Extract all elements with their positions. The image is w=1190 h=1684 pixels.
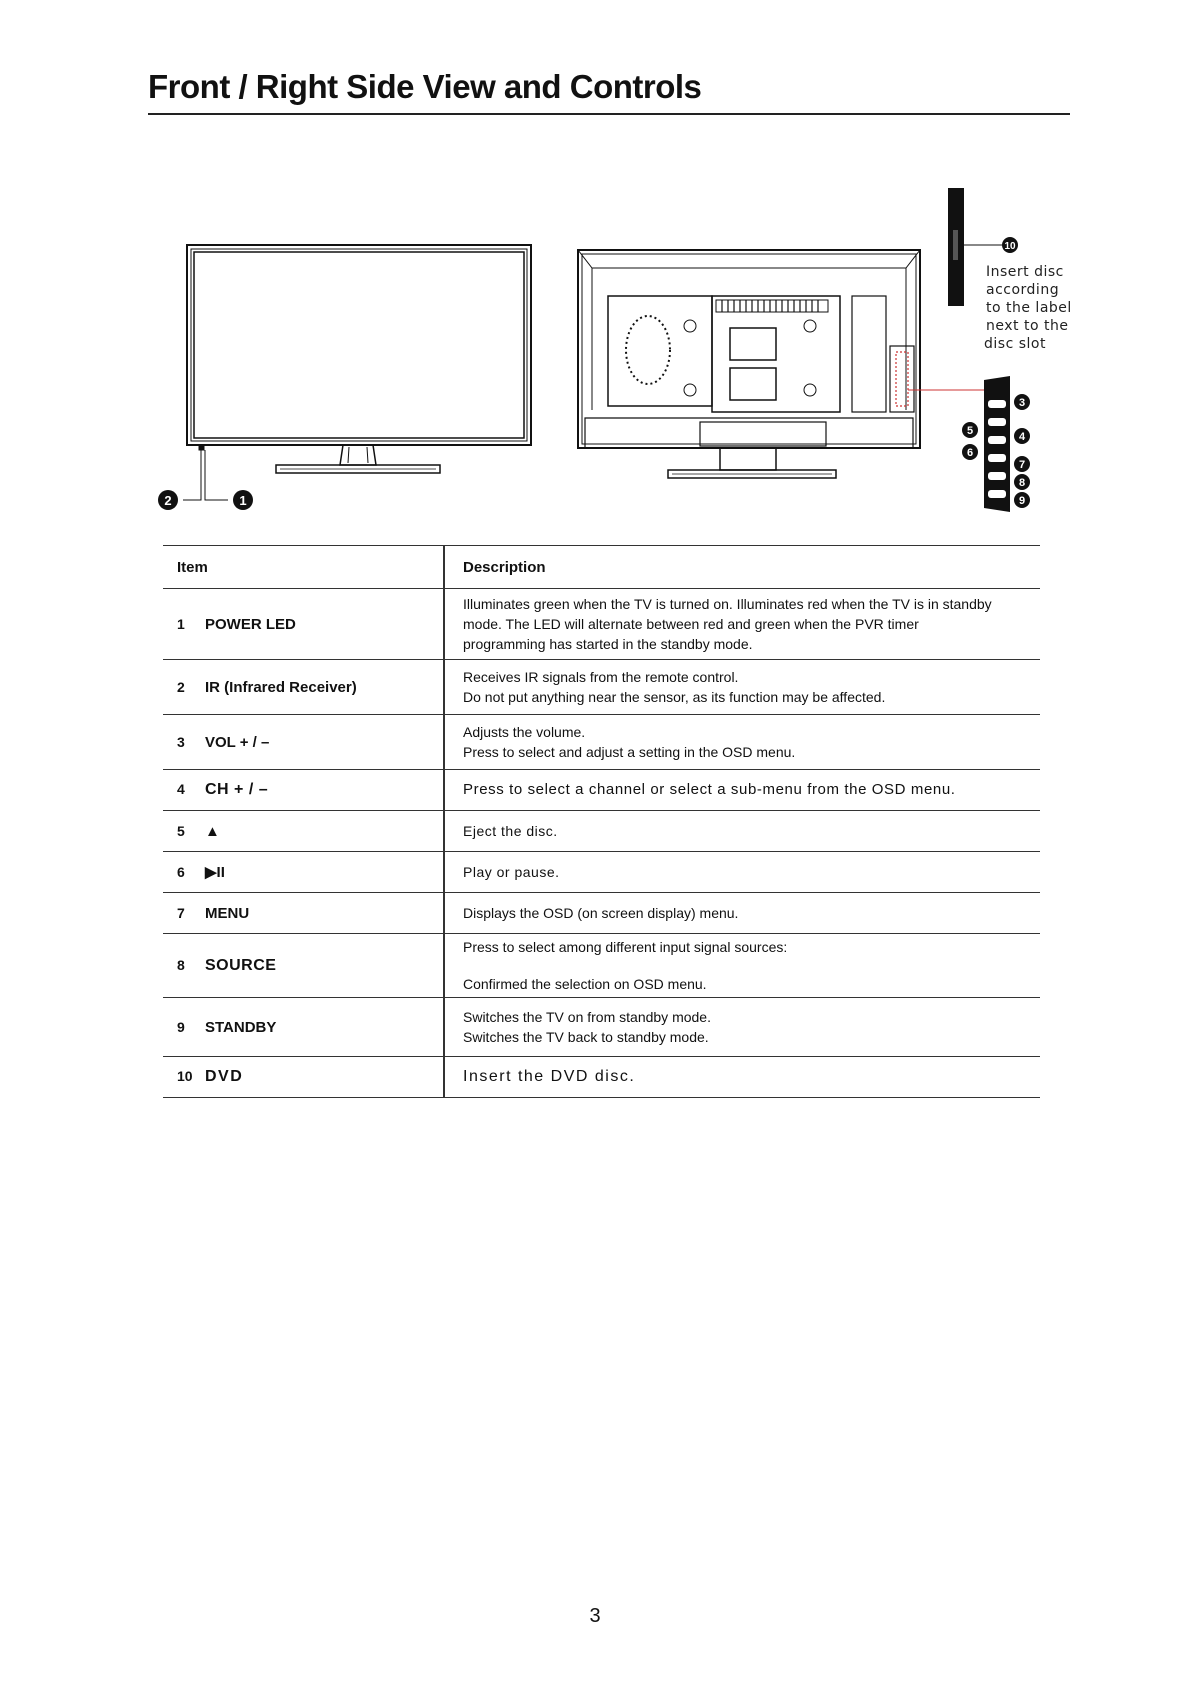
table-row bbox=[163, 934, 1040, 998]
row-desc: programming has started in the standby mode. bbox=[463, 636, 753, 652]
row-number: 9 bbox=[177, 1018, 185, 1035]
badge-4 bbox=[1014, 428, 1030, 444]
table-row bbox=[163, 589, 1040, 660]
table-row bbox=[163, 893, 1040, 934]
row-name: STANDBY bbox=[205, 1018, 277, 1036]
svg-text:4: 4 bbox=[1018, 431, 1026, 443]
row-number: 3 bbox=[177, 733, 185, 750]
row-desc: Adjusts the volume. bbox=[463, 724, 586, 740]
svg-text:5: 5 bbox=[966, 425, 974, 437]
row-number: 1 bbox=[177, 615, 185, 632]
badge-9 bbox=[1014, 492, 1030, 508]
row-desc: Eject the disc. bbox=[463, 823, 558, 839]
table-row bbox=[163, 852, 1040, 893]
svg-text:Insert disc: Insert disc bbox=[986, 264, 1064, 280]
svg-text:1: 1 bbox=[239, 493, 247, 508]
tv-rear-view bbox=[578, 250, 920, 478]
svg-text:7: 7 bbox=[1018, 459, 1026, 471]
table-row bbox=[163, 715, 1040, 770]
svg-text:10: 10 bbox=[1004, 241, 1016, 252]
row-desc: Do not put anything near the sensor, as its function may be affected. bbox=[463, 689, 886, 705]
row-number: 7 bbox=[177, 904, 185, 921]
tv-illustration bbox=[0, 0, 1190, 540]
eject-icon: ▲ bbox=[205, 822, 220, 840]
row-desc: Confirmed the selection on OSD menu. bbox=[463, 976, 707, 992]
svg-text:next to the: next to the bbox=[986, 318, 1069, 334]
header-item: Item bbox=[163, 546, 444, 589]
row-number: 4 bbox=[177, 781, 185, 797]
table-row bbox=[163, 1057, 1040, 1098]
tv-front-view bbox=[183, 245, 531, 500]
svg-text:according: according bbox=[986, 282, 1060, 298]
row-name: MENU bbox=[205, 904, 250, 922]
row-desc: mode. The LED will alternate between red and green when the PVR timer bbox=[463, 616, 919, 632]
badge-2 bbox=[158, 490, 178, 510]
table-row bbox=[163, 998, 1040, 1057]
table-row bbox=[163, 660, 1040, 715]
badge-7 bbox=[1014, 456, 1030, 472]
row-desc: Insert the DVD disc. bbox=[463, 1068, 636, 1085]
row-name: DVD bbox=[205, 1068, 244, 1085]
row-number: 2 bbox=[177, 678, 185, 695]
row-name: SOURCE bbox=[205, 956, 277, 974]
controls-table bbox=[163, 545, 1040, 1098]
row-name: VOL + / – bbox=[205, 733, 270, 751]
badge-1 bbox=[233, 490, 253, 510]
badge-8 bbox=[1014, 474, 1030, 490]
row-desc: Displays the OSD (on screen display) menu. bbox=[463, 905, 739, 921]
play-pause-icon: ▶II bbox=[205, 864, 225, 881]
row-desc: Press to select among different input signal sources: bbox=[463, 939, 788, 955]
row-desc: Switches the TV on from standby mode. bbox=[463, 1009, 711, 1025]
svg-text:disc slot: disc slot bbox=[984, 336, 1046, 352]
row-desc: Play or pause. bbox=[463, 864, 560, 880]
table-row bbox=[163, 811, 1040, 852]
row-number: 8 bbox=[177, 956, 185, 973]
row-desc: Press to select and adjust a setting in the OSD menu. bbox=[463, 744, 796, 760]
badge-5 bbox=[962, 422, 978, 438]
row-name: IR (Infrared Receiver) bbox=[205, 678, 357, 696]
row-number: 6 bbox=[177, 864, 185, 880]
row-desc: Receives IR signals from the remote control. bbox=[463, 669, 739, 685]
table-row bbox=[163, 770, 1040, 811]
svg-text:6: 6 bbox=[966, 447, 974, 459]
header-description: Description bbox=[444, 546, 1040, 589]
page-title: Front / Right Side View and Controls bbox=[148, 68, 702, 105]
row-number: 10 bbox=[177, 1068, 193, 1084]
side-button-strip bbox=[984, 376, 1010, 512]
svg-text:9: 9 bbox=[1018, 495, 1026, 507]
row-name: CH + / – bbox=[205, 781, 269, 798]
svg-text:8: 8 bbox=[1018, 477, 1026, 489]
row-name: POWER LED bbox=[205, 615, 296, 633]
svg-text:3: 3 bbox=[1018, 397, 1026, 409]
row-desc: Press to select a channel or select a sub-menu from the OSD menu. bbox=[463, 781, 956, 798]
badge-3 bbox=[1014, 394, 1030, 410]
table-header-row bbox=[163, 546, 1040, 589]
disc-callout-text bbox=[984, 264, 1072, 352]
row-desc: Switches the TV back to standby mode. bbox=[463, 1029, 709, 1045]
page-number: 3 bbox=[589, 1605, 601, 1627]
svg-text:2: 2 bbox=[164, 493, 172, 508]
svg-text:to the label: to the label bbox=[986, 300, 1072, 316]
badge-6 bbox=[962, 444, 978, 460]
row-desc: Illuminates green when the TV is turned on. Illuminates red when the TV is in standby bbox=[463, 596, 992, 612]
row-number: 5 bbox=[177, 822, 185, 839]
